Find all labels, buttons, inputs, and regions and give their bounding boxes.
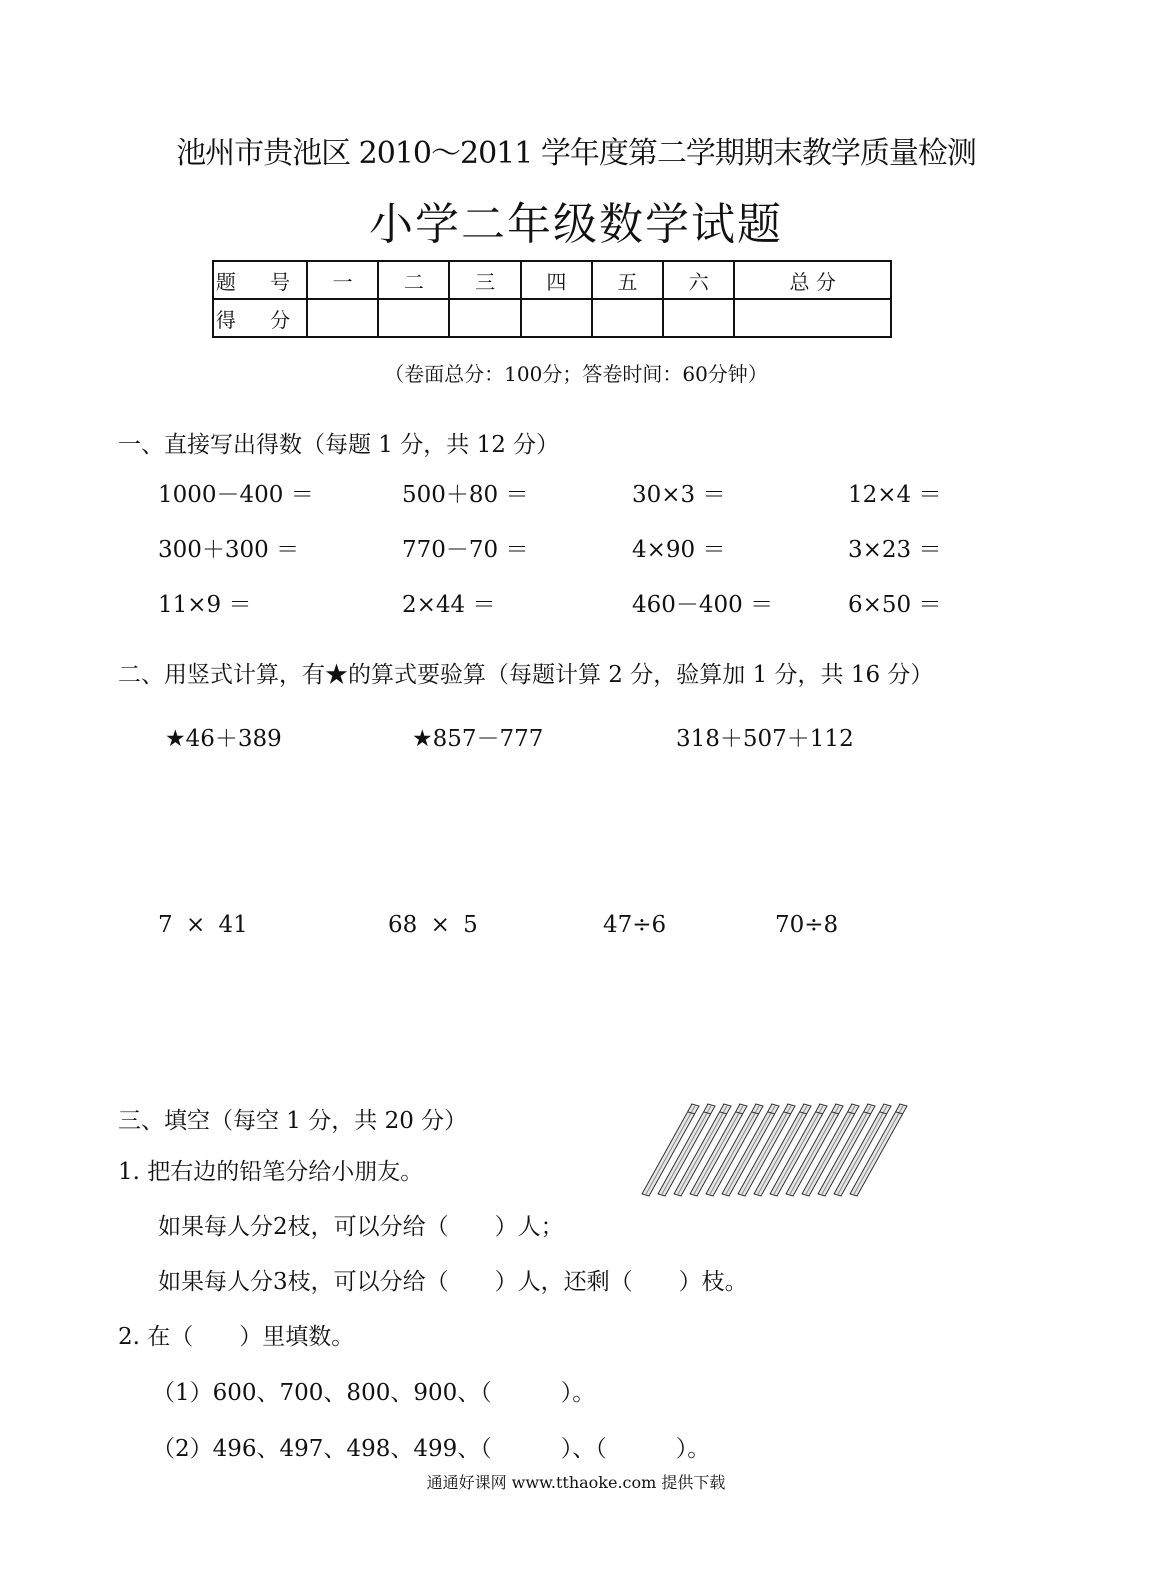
section1-heading: 一、直接写出得数（每题 1 分，共 12 分） [118,432,560,458]
arith-item: 12×4 ＝ [848,482,942,508]
arith-item: 6×50 ＝ [848,592,942,618]
question-1a: 如果每人分2枝，可以分给（ ）人； [158,1214,564,1240]
question-1: 1. 把右边的铅笔分给小朋友。 [118,1159,424,1185]
section2-heading: 二、用竖式计算，有★的算式要验算（每题计算 2 分，验算加 1 分，共 16 分） [118,662,934,688]
question-2: 2. 在（ ）里填数。 [118,1324,355,1350]
score-blank-cell [592,299,663,337]
score-table-header-row [213,261,891,299]
score-blank-cell [378,299,449,337]
vertical-calc-item: 47÷6 [603,912,667,938]
exam-title: 小学二年级数学试题 [369,199,783,250]
arith-item: 30×3 ＝ [632,482,726,508]
arith-item: 500＋80 ＝ [402,482,529,508]
score-table-score-row [213,299,891,337]
score-blank-cell [449,299,520,337]
exam-info: （卷面总分：100分；答卷时间：60分钟） [384,362,768,386]
score-blank-cell [521,299,592,337]
score-blank-cell [663,299,734,337]
vertical-calc-item: ★46＋389 [165,726,282,752]
vertical-calc-item: ★857－777 [412,726,544,752]
arith-item: 11×9 ＝ [158,592,252,618]
arith-item: 460－400 ＝ [632,592,774,618]
question-1b: 如果每人分3枝，可以分给（ ）人，还剩（ ）枝。 [158,1269,748,1295]
score-cell: 六 [663,261,734,299]
arith-item: 4×90 ＝ [632,537,726,563]
footer-credit: 通通好课网 www.tthaoke.com 提供下载 [426,1473,726,1492]
question-2-part2: （2）496、497、498、499、（ ）、（ ）。 [152,1436,711,1462]
score-cell: 四 [521,261,592,299]
score-cell: 五 [592,261,663,299]
vertical-calc-item: 68 × 5 [388,912,478,938]
score-cell: 题 号 [213,261,307,299]
score-cell: 得 分 [213,299,307,337]
arith-item: 300＋300 ＝ [158,537,300,563]
score-cell: 一 [307,261,378,299]
arith-item: 2×44 ＝ [402,592,496,618]
vertical-calc-item: 7 × 41 [158,912,248,938]
score-cell: 总 分 [734,261,891,299]
score-cell: 三 [449,261,520,299]
arith-item: 3×23 ＝ [848,537,942,563]
vertical-calc-item: 318＋507＋112 [676,726,854,752]
vertical-calc-item: 70÷8 [775,912,839,938]
arith-item: 770－70 ＝ [402,537,529,563]
section3-heading: 三、填空（每空 1 分，共 20 分） [118,1108,468,1134]
score-cell: 二 [378,261,449,299]
exam-header: 池州市贵池区 2010～2011 学年度第二学期期末教学质量检测 [176,136,976,171]
score-table [212,260,892,338]
arith-item: 1000－400 ＝ [158,482,314,508]
question-2-part1: （1）600、700、800、900、（ ）。 [152,1380,596,1406]
score-blank-cell [734,299,891,337]
pencils-illustration [640,1100,930,1200]
score-blank-cell [307,299,378,337]
